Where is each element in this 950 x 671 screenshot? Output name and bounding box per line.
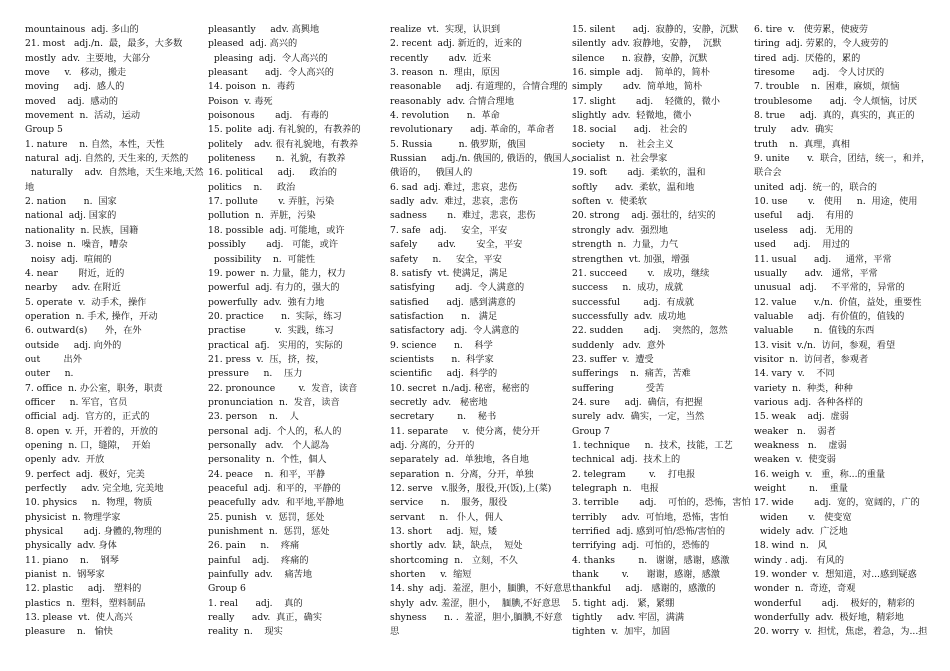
vocab-line: 22. pronounce v. 发音，读音 bbox=[208, 382, 358, 394]
vocab-line: useful adj. 有用的 bbox=[754, 210, 854, 222]
vocab-line: terrified adj. 感到可怕/恐怖/害怕的 bbox=[572, 526, 726, 538]
vocab-line: 15. weak adj. 虚弱 bbox=[754, 411, 849, 423]
vocab-line: strongly adv. 强烈地 bbox=[572, 224, 668, 236]
vocab-line: sadly adv. 难过，悲哀，悲伤 bbox=[390, 196, 518, 208]
vocab-line: secretly adv. 秘密地 bbox=[390, 396, 488, 408]
vocab-line: 5. Russia n. 俄罗斯，俄国 bbox=[390, 138, 526, 150]
vocab-line: weight n. 重量 bbox=[754, 483, 848, 494]
vocab-line: united adj. 统一的，联合的 bbox=[754, 181, 877, 193]
vocab-column-2 bbox=[182, 23, 364, 671]
vocab-line: 8. satisfy vt. 使满足，满足 bbox=[390, 267, 508, 279]
vocab-line: pleasure n. 愉快 bbox=[25, 626, 113, 638]
vocab-line: 7. safe adj. 安全，平安 bbox=[390, 224, 508, 236]
vocab-line: 11. piano n. 钢琴 bbox=[25, 554, 119, 566]
vocab-line: strength n. 力量，力气 bbox=[572, 239, 679, 251]
vocab-line: troublesome adj. 令人烦恼，讨厌 bbox=[754, 95, 917, 107]
vocab-line: tiresome adj. 令人讨厌的 bbox=[754, 67, 885, 79]
vocab-line: outside adj. 向外的 bbox=[25, 339, 122, 351]
vocab-line: 16. political adj. 政治的 bbox=[208, 167, 337, 179]
vocab-column-4 bbox=[546, 23, 751, 671]
vocab-line: plastics n. 塑料，塑料制品 bbox=[25, 597, 146, 609]
vocab-line: 15. polite adj. 有礼貌的，有教养的 bbox=[208, 124, 361, 136]
vocab-line: 俄语的， 俄国人的 bbox=[390, 167, 473, 179]
vocab-line: pleasing adj. 令人高兴的 bbox=[208, 52, 328, 64]
vocab-line: 19. power n. 力量，能力，权力 bbox=[208, 267, 346, 279]
vocab-line: 1. nature n. 自然，本性，天性 bbox=[25, 138, 165, 150]
vocab-line: 12. value v./n. 价值，益处，重要性 bbox=[754, 296, 922, 308]
vocab-line: 联合会 bbox=[754, 167, 782, 179]
vocab-line: politely adv. 很有礼貌地，有教养 bbox=[208, 138, 359, 150]
vocab-line: revolutionary adj. 革命的，革命者 bbox=[390, 124, 555, 136]
vocab-line: personal adj. 个人的，私人的 bbox=[208, 425, 342, 437]
vocab-line: reasonable adj. 有道理的，合情合理的 bbox=[390, 81, 568, 93]
vocab-line: 4. near 附近，近的 bbox=[25, 267, 125, 279]
vocab-line: 21. press v. 压，挤，按， bbox=[208, 353, 325, 365]
vocab-line: naturally adv. 自然地，天生来地,天然 bbox=[25, 167, 204, 179]
vocab-line: 16. simple adj. 简单的，简朴 bbox=[572, 67, 710, 79]
vocab-line: 13. please vt. 使人高兴 bbox=[25, 612, 133, 624]
vocab-line: terribly adv. 可怕地，恐怖，害怕 bbox=[572, 511, 729, 523]
vocab-line: adj. 分离的，分开的 bbox=[390, 439, 475, 451]
vocab-line: pleasantly adv. 高興地 bbox=[208, 24, 320, 35]
vocab-line: opening n. 口，缝隙， 开始 bbox=[25, 439, 151, 451]
vocab-line: pianist n. 钢琴家 bbox=[25, 569, 105, 581]
vocab-line: widen v. 使变宽 bbox=[754, 511, 852, 523]
vocab-line: officer n. 军官，官员 bbox=[25, 396, 128, 408]
vocab-line: 9. perfect adj. 极好，完美 bbox=[25, 468, 145, 480]
vocab-line: satisfied adj. 感到满意的 bbox=[390, 296, 516, 308]
vocab-line: 3. terrible adj. 可怕的，恐怖，害怕 bbox=[572, 497, 751, 509]
vocab-line: 21. most adj./n. 最，最多，大多数 bbox=[25, 38, 183, 50]
vocab-line: powerfully adv. 強有力地 bbox=[208, 296, 325, 308]
vocab-line: reasonably adv. 合情合理地 bbox=[390, 95, 515, 107]
vocab-line: 12. plastic adj. 塑料的 bbox=[25, 583, 142, 595]
vocab-line: 9. unite v. 联合，团结，统一，和并， bbox=[754, 153, 931, 165]
vocab-line: 18. wind n. 风 bbox=[754, 540, 827, 552]
vocab-line: safely adv. 安全，平安 bbox=[390, 239, 523, 251]
vocab-line: service n. 服务，服役 bbox=[390, 497, 508, 509]
vocab-line: 23. person n. 人 bbox=[208, 411, 299, 423]
vocab-line: 25. punish v. 惩罚，惩处 bbox=[208, 511, 325, 523]
vocab-line: Group 5 bbox=[25, 124, 63, 136]
vocab-line: politeness n. 礼貌，有教养 bbox=[208, 153, 346, 165]
vocab-line: tired adj. 厌倦的，累的 bbox=[754, 52, 861, 64]
vocab-line: 26. pain n. 疼痛 bbox=[208, 540, 300, 552]
vocab-line: 23. suffer v. 遭受 bbox=[572, 353, 654, 365]
vocab-line: possibility n. 可能性 bbox=[208, 253, 316, 265]
vocab-line: 11. usual adj. 通常，平常 bbox=[754, 253, 892, 265]
vocab-line: personality n. 个性，個人 bbox=[208, 454, 327, 466]
vocab-line: 11. separate v. 使分离，使分开 bbox=[390, 425, 540, 437]
vocab-line: 4. revolution n. 革命 bbox=[390, 110, 500, 122]
vocab-line: nearby adv. 在附近 bbox=[25, 282, 121, 294]
vocab-line: moved adj. 感动的 bbox=[25, 95, 118, 107]
vocab-line: 9. science n. 科学 bbox=[390, 339, 493, 351]
vocab-line: tighten v. 加牢，加固 bbox=[572, 626, 671, 638]
vocab-line: practical afj. 实用的，实际的 bbox=[208, 339, 343, 351]
vocab-line: variety n. 种类，种种 bbox=[754, 382, 853, 394]
vocab-line: satisfactory adj. 令人满意的 bbox=[390, 325, 520, 337]
vocab-line: 1. real adj. 真的 bbox=[208, 597, 303, 609]
vocab-line: shortcoming n. 立刻，不久 bbox=[390, 554, 518, 566]
vocab-line: 14. vary v. 不同 bbox=[754, 368, 835, 380]
vocab-line: 18. social adj. 社会的 bbox=[572, 124, 688, 136]
vocab-line: Group 7 bbox=[572, 425, 610, 437]
vocab-line: surely adv. 确实，一定，当然 bbox=[572, 411, 705, 423]
vocab-column-3 bbox=[364, 23, 574, 671]
vocab-line: 4. thanks n. 谢谢，感谢，感激 bbox=[572, 554, 730, 566]
vocab-line: various adj. 各种各样的 bbox=[754, 396, 863, 408]
vocab-line: 22. sudden adj. 突然的，忽然 bbox=[572, 325, 728, 337]
vocab-line: painfully adv. 痛苦地 bbox=[208, 569, 313, 581]
vocab-line: pressure n. 压力 bbox=[208, 368, 303, 380]
vocab-line: truth n. 真理，真相 bbox=[754, 138, 850, 150]
vocab-line: 20. strong adj. 强壮的，结实的 bbox=[572, 210, 716, 222]
vocab-line: official adj. 官方的，正式的 bbox=[25, 411, 150, 423]
vocab-line: openly adv. 开放 bbox=[25, 454, 105, 466]
vocab-line: really adv. 真正，确实 bbox=[208, 612, 323, 624]
vocab-line: operation n. 手术, 操作，开动 bbox=[25, 310, 158, 322]
vocab-line: shyly adv. 羞涩，胆小， 腼腆,不好意思 bbox=[390, 597, 561, 609]
vocab-line: shyness n. . 羞涩，胆小,腼腆,不好意 bbox=[390, 612, 563, 624]
vocab-line: 7. trouble n. 困难，麻烦，烦恼 bbox=[754, 81, 900, 93]
vocab-line: noisy adj. 喧闹的 bbox=[25, 253, 112, 265]
vocab-line: 10. use v. 使用 n. 用途，使用 bbox=[754, 196, 918, 208]
vocab-line: valuable adj. 有价值的，值钱的 bbox=[754, 310, 905, 322]
vocab-line: 10. physics n. 物理，物质 bbox=[25, 497, 153, 509]
vocab-line: 6. tire v. 使劳累，使疲劳 bbox=[754, 24, 869, 35]
vocab-line: Group 6 bbox=[208, 583, 246, 595]
vocab-line: wonder n. 奇迹，奇观 bbox=[754, 583, 856, 595]
vocab-line: 21. succeed v. 成功，继续 bbox=[572, 267, 710, 279]
vocab-line: 1. technique n. 技术，技能，工艺 bbox=[572, 439, 733, 451]
vocab-line: 8. true adj. 真的，真实的，真正的 bbox=[754, 110, 915, 122]
vocab-line: thank v. 谢谢，感谢，感激 bbox=[572, 569, 720, 581]
vocab-line: 24. peace n. 和平，平静 bbox=[208, 468, 326, 480]
vocab-line: suffering 受苦 bbox=[572, 382, 665, 394]
vocab-line: 2. telegram v. 打电报 bbox=[572, 468, 696, 480]
vocab-line: unusual adj. 不平常的，异常的 bbox=[754, 282, 905, 294]
vocab-line: 5. tight adj. 紧，紧绷 bbox=[572, 597, 675, 609]
vocab-line: sufferings n. 痛苦，苦难 bbox=[572, 368, 691, 380]
vocab-line: shortly adv. 缺，缺点， 短处 bbox=[390, 540, 523, 552]
vocab-line: punishment n. 惩罚，惩处 bbox=[208, 526, 330, 538]
vocab-line: practise v. 实践，练习 bbox=[208, 325, 334, 337]
vocab-column-5 bbox=[728, 23, 931, 671]
vocab-line: satisfaction n. 满足 bbox=[390, 310, 498, 322]
vocab-line: national adj. 国家的 bbox=[25, 210, 117, 222]
vocab-line: tiring adj. 劳累的，令人疲劳的 bbox=[754, 38, 889, 50]
vocab-line: safety n. 安全，平安 bbox=[390, 253, 502, 265]
vocab-line: movement n. 活动，运动 bbox=[25, 110, 141, 122]
vocab-line: society n. 社会主义 bbox=[572, 138, 674, 150]
vocab-line: used adj. 用过的 bbox=[754, 239, 850, 251]
vocab-line: suddenly adv. 意外 bbox=[572, 339, 666, 351]
vocab-line: visitor n. 访问者，参观者 bbox=[754, 353, 869, 365]
vocab-line: peacefully adv. 和平地,平静地 bbox=[208, 497, 344, 509]
vocab-line: valuable n. 值钱的东西 bbox=[754, 325, 875, 337]
vocab-line: weaker n. 弱者 bbox=[754, 425, 836, 437]
vocab-line: painful adj. 疼痛的 bbox=[208, 554, 309, 566]
vocab-line: possibly adj. 可能，或许 bbox=[208, 239, 339, 251]
vocab-line: sadness n. 难过，悲哀，悲伤 bbox=[390, 210, 536, 222]
vocab-line: 13. short adj. 短，矮 bbox=[390, 526, 497, 538]
vocab-line: 6. outward(s) 外，在外 bbox=[25, 325, 142, 337]
vocab-line: shorten v. 缩短 bbox=[390, 569, 472, 581]
vocab-line: telegraph n. 电报 bbox=[572, 483, 659, 494]
vocab-line: 20. worry v. 担忧，焦虑，着急，为...担 bbox=[754, 626, 928, 638]
vocab-line: silence n. 寂静，安静，沉默 bbox=[572, 52, 708, 64]
vocab-line: nationality n. 民族，国籍 bbox=[25, 224, 139, 236]
vocab-line: thankful adj. 感谢的，感激的 bbox=[572, 583, 716, 595]
vocab-line: 14. poison n. 毒药 bbox=[208, 81, 295, 93]
vocab-line: mostly adv. 主要地，大部分 bbox=[25, 52, 151, 64]
vocab-line: success n. 成功，成就 bbox=[572, 282, 684, 294]
vocab-line: successful adj. 有成就 bbox=[572, 296, 694, 308]
vocab-line: personally adv. 个人認為 bbox=[208, 439, 330, 451]
vocab-line: pleased adj. 高兴的 bbox=[208, 38, 298, 50]
vocab-line: separation n. 分离，分开，单独 bbox=[390, 468, 534, 480]
vocab-line: 2. nation n. 国家 bbox=[25, 196, 117, 208]
vocab-line: 6. sad adj. 难过，悲哀，悲伤 bbox=[390, 181, 518, 193]
vocab-line: politics n. 政治 bbox=[208, 181, 296, 193]
vocab-line: physical adj. 身體的,物理的 bbox=[25, 526, 162, 538]
vocab-line: usually adv. 通常，平常 bbox=[754, 267, 878, 279]
vocab-line: secretary n. 秘书 bbox=[390, 411, 497, 423]
vocab-line: soften v. 使柔软 bbox=[572, 196, 647, 208]
vocab-line: 17. slight adj. 轻微的，微小 bbox=[572, 95, 720, 107]
vocab-line: terrifying adj. 可怕的，恐怖的 bbox=[572, 540, 710, 552]
vocab-line: 13. visit v./n. 访问，参观，看望 bbox=[754, 339, 896, 351]
vocab-line: separately ad. 单独地，各自地 bbox=[390, 454, 529, 466]
vocab-line: Poison v. 毒死 bbox=[208, 95, 273, 107]
vocab-line: Russian adj./n. 俄国的, 俄语的，俄国人, bbox=[390, 153, 574, 165]
vocab-line: scientists n. 科学家 bbox=[390, 353, 494, 365]
vocab-line: pollution n. 弄脏，污染 bbox=[208, 210, 316, 222]
vocab-line: 19. wonder v. 想知道，对...感到疑惑 bbox=[754, 569, 917, 581]
vocab-line: servant n. 仆人，佣人 bbox=[390, 511, 503, 523]
vocab-line: 20. practice n. 实际，练习 bbox=[208, 310, 342, 322]
vocab-line: out 出外 bbox=[25, 353, 82, 365]
vocab-line: pronunciation n. 发音，读音 bbox=[208, 396, 340, 408]
vocab-line: recently adv. 近来 bbox=[390, 52, 492, 64]
vocab-line: 2. recent adj. 新近的，近来的 bbox=[390, 38, 522, 50]
vocab-line: perfectly adv. 完全地, 完美地 bbox=[25, 483, 164, 494]
vocab-line: 10. secret n./adj. 秘密，秘密的 bbox=[390, 382, 530, 394]
vocab-line: physicist n. 物理学家 bbox=[25, 511, 121, 523]
vocab-line: natural adj. 自然的, 天生来的, 天然的 bbox=[25, 153, 189, 165]
vocab-line: 地 bbox=[25, 181, 35, 193]
vocab-line: slightly adv. 轻微地，微小 bbox=[572, 110, 692, 122]
vocab-line: outer n. bbox=[25, 368, 74, 380]
vocab-line: wonderfully adv. 极好地，精彩地 bbox=[754, 612, 904, 624]
vocab-line: physically adv. 身体 bbox=[25, 540, 117, 552]
vocab-line: 18. possible adj. 可能地，或许 bbox=[208, 224, 345, 236]
vocab-line: 12. serve v.服务，服役,开(饭),上(菜) bbox=[390, 483, 552, 494]
vocab-line: 17. wide adj. 宽的，宽阔的，广的 bbox=[754, 497, 920, 509]
vocab-line: poisonous adj. 有毒的 bbox=[208, 110, 329, 122]
vocab-line: 3. reason n. 理由，原因 bbox=[390, 67, 500, 79]
vocab-line: 16. weigh v. 重，称...的重量 bbox=[754, 468, 886, 480]
vocab-line: tightly adv. 牢固，满满 bbox=[572, 612, 685, 624]
vocab-line: socialist n. 社会學家 bbox=[572, 153, 668, 165]
vocab-line: peaceful adj. 和平的，平静的 bbox=[208, 483, 341, 494]
vocab-line: 15. silent adj. 寂静的，安静，沉默 bbox=[572, 24, 739, 35]
vocab-line: 7. office n. 办公室，职务，职责 bbox=[25, 382, 163, 394]
vocab-line: mountainous adj. 多山的 bbox=[25, 24, 139, 35]
vocab-line: windy . adj. 有风的 bbox=[754, 554, 845, 566]
vocab-line: satisfying adj. 令人满意的 bbox=[390, 282, 525, 294]
vocab-line: 3. noise n. 噪音，嘈杂 bbox=[25, 239, 128, 251]
vocab-line: silently adv. 寂静地，安静， 沉默 bbox=[572, 38, 722, 50]
vocab-line: truly adv. 确实 bbox=[754, 124, 834, 136]
vocab-line: 17. pollute v. 弄脏，污染 bbox=[208, 196, 335, 208]
vocab-line: weakness n. 虚弱 bbox=[754, 439, 847, 451]
vocab-column-1 bbox=[0, 23, 204, 671]
vocab-line: move v. 移动，搬走 bbox=[25, 67, 127, 79]
vocab-line: 8. open v. 开，开着的，开放的 bbox=[25, 425, 158, 437]
vocab-line: softly adv. 柔软，温和地 bbox=[572, 181, 695, 193]
vocab-line: 5. operate v. 动手术，操作 bbox=[25, 296, 147, 308]
vocab-line: useless adj. 无用的 bbox=[754, 224, 854, 236]
vocab-line: weaken v. 使变弱 bbox=[754, 454, 836, 466]
vocab-line: reality n. 现实 bbox=[208, 626, 283, 638]
vocab-line: powerful adj. 有力的，强大的 bbox=[208, 282, 340, 294]
vocab-line: simply adv. 简单地，简朴 bbox=[572, 81, 703, 93]
vocab-line: 19. soft adj. 柔软的，温和 bbox=[572, 167, 706, 179]
vocab-line: realize vt. 实现，认识到 bbox=[390, 24, 501, 35]
vocab-line: pleasant adj. 令人高兴的 bbox=[208, 67, 334, 79]
vocab-line: wonderful adj. 极好的，精彩的 bbox=[754, 597, 915, 609]
vocab-line: strengthen vt. 加强，增强 bbox=[572, 253, 690, 265]
vocab-line: widely adv. 广泛地 bbox=[754, 526, 848, 538]
vocab-line: 思 bbox=[390, 626, 400, 638]
vocab-line: technical adj. 技术上的 bbox=[572, 454, 681, 466]
vocab-line: moving adj. 感人的 bbox=[25, 81, 125, 93]
vocab-line: 14. shy adj. 羞涩，胆小，腼腆，不好意思 bbox=[390, 583, 572, 595]
vocab-line: 24. sure adj. 确信，有把握 bbox=[572, 396, 703, 408]
vocab-line: scientific adj. 科学的 bbox=[390, 368, 498, 380]
vocab-line: successfully adv. 成功地 bbox=[572, 310, 686, 322]
